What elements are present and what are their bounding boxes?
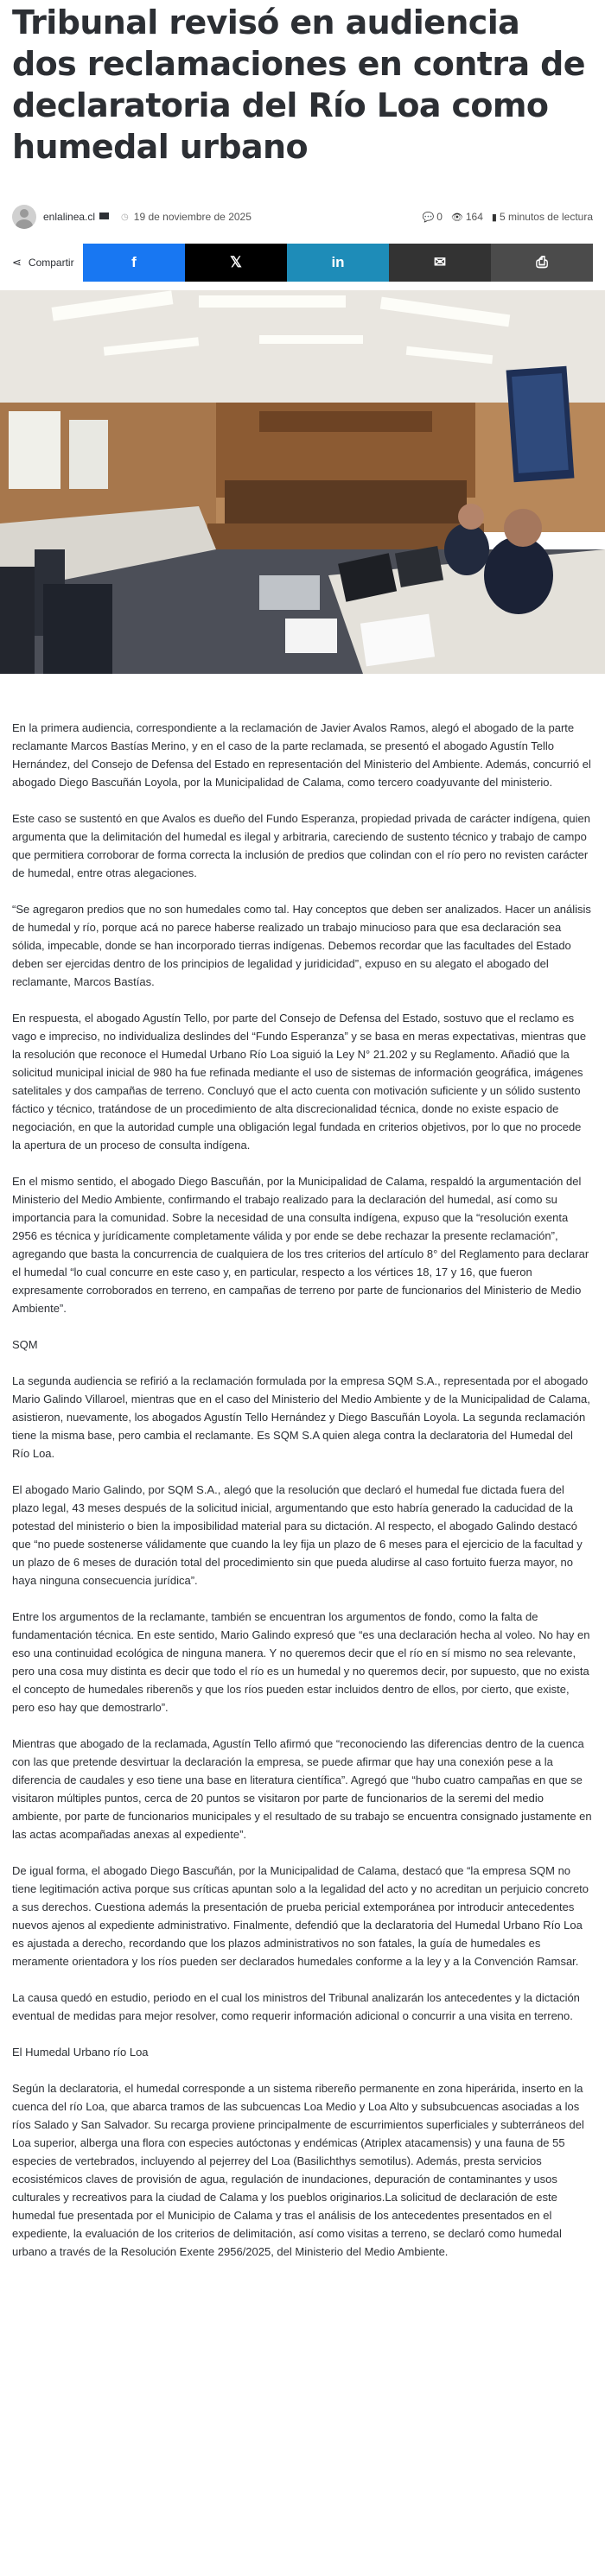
print-button[interactable] (491, 244, 593, 282)
hero-photo (0, 290, 605, 674)
section-heading-humedal: El Humedal Urbano río Loa (12, 2046, 149, 2059)
read-time: 5 minutos de lectura (499, 211, 593, 223)
facebook-icon: f (131, 254, 137, 270)
section-heading-sqm: SQM (12, 1338, 38, 1351)
share-label: Compartir (28, 257, 74, 269)
linkedin-share-button[interactable] (287, 244, 389, 282)
views-count-wrap (451, 211, 483, 223)
email-icon: ✉ (433, 254, 447, 270)
x-share-button[interactable] (185, 244, 287, 282)
paragraph: La segunda audiencia se refirió a la reclamación formulada por la empresa SQM S.A., representada por el abogado Mario Galindo Villaroel, mientras que en el caso del Ministerio del Medio Ambiente y de la Municipalidad de Calama, asistieron, nuevamente, los abogados Agustín Tello Hernández y Diego Bascuñán Loyola. La segunda reclamación tiene la misma base, pero cambia el reclamante. Es SQM S.A quien alega contra la declaratoria del Humedal del Río Loa. (12, 1374, 590, 1460)
comment-icon: 💬 (422, 213, 435, 223)
comments-count: 0 (436, 211, 443, 223)
paragraph: En respuesta, el abogado Agustín Tello, por parte del Consejo de Defensa del Estado, sostuvo que el reclamo es vago e impreciso, no individualiza deslindes del “Fundo Esperanza” y se basa en meras expectativas, mientras que la resolución que reconoce el Humedal Urbano Río Loa siguió la Ley N° 21.202 y su Reglamento. Añadió que la solicitud municipal inicial de 980 ha fue refinada mediante el uso de sistemas de información geográfica, imágenes satelitales y dos campañas de terreno. Concluyó que el acto cuenta con motivación suficiente y un sólido sustento fáctico y técnico, tratándose de un procedimiento de alta discrecionalidad técnica, donde no existe espacio de negociación, en que la autoridad cumple una obligación legal fundada en criterios objetivos, por lo que no procede la apertura de un proceso de consulta indígena. (12, 1012, 587, 1152)
paragraph: El abogado Mario Galindo, por SQM S.A., alegó que la resolución que declaró el humedal fue dictada fuera del plazo legal, 43 meses después de la solicitud inicial, argumentando que esto habría generado la caducidad de la potestad del ministerio o bien la imposibilidad material para su dictación. Al respecto, el abogado Galindo destacó que “no puede sostenerse válidamente que cuando la ley fija un plazo de 6 meses para el ejercicio de la facultad y un plazo de 6 meses de duración total del procedimiento sin que pueda aludirse al caso fortuito fuerza mayor, no haya ninguna consecuencia jurídica”. (12, 1483, 583, 1587)
meta-stats (422, 211, 593, 223)
paragraph: La causa quedó en estudio, periodo en el cual los ministros del Tribunal analizarán los antecedentes y la dictación eventual de medidas para mejor resolver, como requerir información adicional o concurrir a una visita en terreno. (12, 1991, 580, 2022)
envelope-icon[interactable] (99, 213, 109, 219)
paragraph: De igual forma, el abogado Diego Bascuñán, por la Municipalidad de Calama, destacó que “la empresa SQM no tiene legitimación activa porque sus críticas apuntan solo a la legalidad del acto y no acreditan un perjuicio concreto a sus derechos. Cuestiona además la presentación de prueba pericial extemporánea por introducir antecedentes nuevos ajenos al expediente administrativo. Finalmente, defendió que la declaratoria del Humedal Urbano Río Loa es ajustada a derecho, recordando que los plazos administrativos no son fatales, la guía de humedales es meramente orientadora y los ríos pueden ser declarados humedales conforme a la ley y a la Convención Ramsar. (12, 1864, 589, 1968)
courtroom-photo (0, 290, 605, 674)
x-icon: 𝕏 (230, 254, 242, 270)
paragraph: En la primera audiencia, correspondiente a la reclamación de Javier Avalos Ramos, alegó el abogado de la parte reclamante Marcos Bastías Merino, y en el caso de la parte reclamada, se presentó el abogado Agustín Tello Hernández, del Consejo de Defensa del Estado en representación del Ministerio del Ambiente. Además, concurrió el abogado Diego Bascuñán Loyola, por la Municipalidad de Calama, como tercero coadyuvante del ministerio. (12, 721, 591, 789)
paragraph: Según la declaratoria, el humedal corresponde a un sistema ribereño permanente en zona hiperárida, inserto en la cuenca del río Loa, que abarca tramos de las subcuencas Loa Medio y Loa Alto y subsubcuencas asociadas a los ríos Salado y San Salvador. Su recarga proviene principalmente de escurrimientos superficiales y subterráneos del Loa superior, alberga una flora con especies autóctonas y endémicas (Atriplex atacamensis) y una fauna de 55 especies de vertebrados, incluyendo al pejerrey del Loa (Basilichthys semotilus). Además, presta servicios ecosistémicos claves de provisión de agua, regulación de inundaciones, depuración de contaminantes y usos culturales y recreativos para la ciudad de Calama y los pueblos originarios.La solicitud de declaración de este humedal fue presentada por el Municipio de Calama y tras el análisis de los antecedentes presentados en el expediente, la evaluación de los criterios de delimitación, así como visitas a terreno, se declaró como humedal urbano a través de la Resolución Exente 2956/2025, del Ministerio del Medio Ambiente. (12, 2082, 584, 2258)
paragraph: Mientras que abogado de la reclamada, Agustín Tello afirmó que “reconociendo las diferencias dentro de la cuenca con las que pretende desvirtuar la declaración la empresa, se puede afirmar que hay una conexión pese a la diferencia de caudales y eso tiene una base en literatura científica”. Agregó que “hubo cuatro campañas en que se visitaron múltiples puntos, cerca de 20 puntos se visitaron por parte de funcionarios de la seremi del medio ambiente, por parte de funcionarios municipales y el resultado de su trabajo se encuentra consignado justamente en las actas acompañadas anexas al expediente”. (12, 1737, 592, 1841)
article-title: Tribunal revisó en audiencia dos reclamaciones en contra de declaratoria del Río Loa como humedal urbano (12, 3, 585, 166)
article-body (12, 674, 593, 2261)
paragraph: “Se agregaron predios que no son humedales como tal. Hay conceptos que deben ser analizados. Hacer un análisis de humedal y río, porque acá no parece haberse realizado un trabajo minucioso para que esa declaración sea sólida, impecable, donde se han incorporado tierras indígenas. Debemos recordar que las facultades del Estado deben ser ejercidas dentro de los principios de legalidad y juridicidad”, expuso en su alegato el abogado del reclamante, Marcos Bastías. (12, 903, 591, 988)
share-bar (12, 244, 593, 282)
paragraph: Este caso se sustentó en que Avalos es dueño del Fundo Esperanza, propiedad privada de carácter indígena, quien argumenta que la delimitación del humedal es ilegal y arbitraria, careciendo de sustento técnico y trabajo de campo que permitiera corroborar de forma correcta la inclusión de predios que colindan con el río pero no revisten carácter de humedal, entre otras alegaciones. (12, 812, 590, 879)
author-name[interactable]: enlalinea.cl (43, 211, 96, 223)
read-time-wrap (492, 211, 593, 223)
linkedin-icon: in (331, 254, 345, 270)
facebook-share-button[interactable] (83, 244, 185, 282)
book-icon: ▮ (491, 213, 497, 223)
views-count: 164 (465, 211, 483, 223)
publish-date: 19 de noviembre de 2025 (133, 211, 252, 223)
share-label-wrap (12, 244, 83, 282)
print-icon: ⎙ (536, 254, 548, 270)
comments-count-wrap[interactable] (422, 211, 442, 223)
share-icon: ⋖ (12, 256, 22, 269)
clock-icon: ◷ (121, 212, 129, 222)
article-meta (12, 192, 593, 242)
author-avatar[interactable] (12, 205, 36, 229)
email-share-button[interactable] (389, 244, 491, 282)
paragraph: Entre los argumentos de la reclamante, también se encuentran los argumentos de fondo, como la falta de fundamentación técnica. En este sentido, Mario Galindo expresó que “es una declaración hecha al voleo. No hay en eso una continuidad ecológica de ninguna manera. Y no queremos decir que el río en sí mismo no sea relevante, pero una cosa muy distinta es decir que todo el río es un humedal y no queremos decir, por supuesto, que no exista el concepto de humedales riberenõs y que los ríos pueden estar incluidos dentro de ellos, por cierto, que existe, pero eso hay que demostrarlo”. (12, 1610, 590, 1714)
eye-icon: 👁 (450, 213, 463, 223)
paragraph: En el mismo sentido, el abogado Diego Bascuñán, por la Municipalidad de Calama, respaldó la argumentación del Ministerio del Medio Ambiente, confirmando el trabajo realizado para la declaración del humedal, así como su importancia para la comunidad. Sobre la necesidad de una consulta indígena, expuso que la “resolución exenta 2956 es técnica y jurídicamente completamente válida y por ende se debe rechazar la presente reclamación”, agregando que basta la concurrencia de cualquiera de los tres criterios del artículo 8° del Reglamento para declarar el humedal “lo cual concurre en este caso y, en particular, respecto a los vértices 18, 17 y 16, que fueron expresamente corroborados en terreno, en campañas de terreno por parte de funcionarios del Ministerio de Medio Ambiente”. (12, 1175, 589, 1315)
